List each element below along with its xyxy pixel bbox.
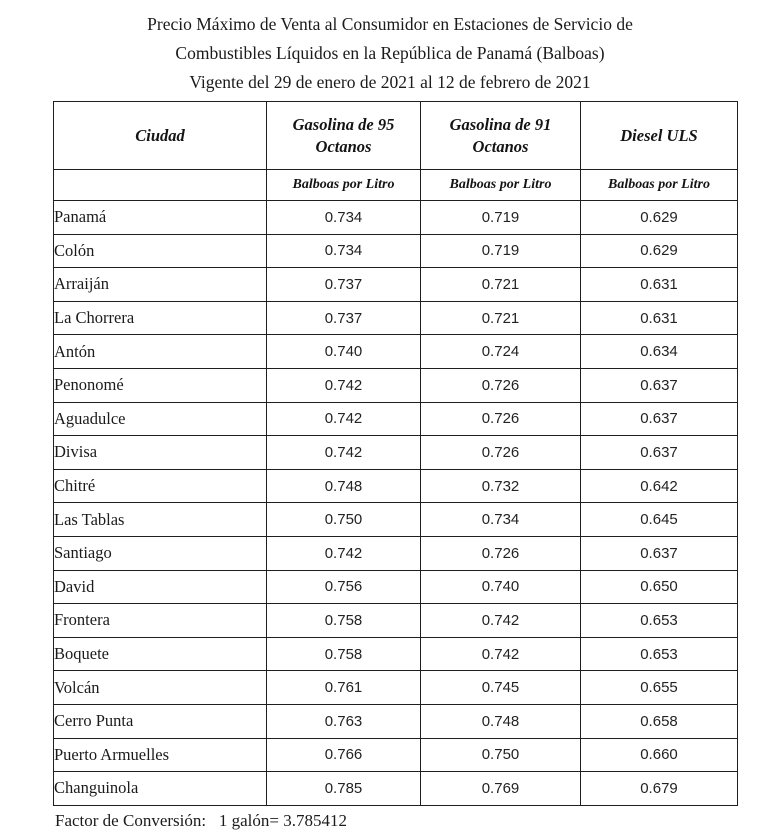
cell-city: Aguadulce — [54, 402, 267, 436]
cell-gas91: 0.750 — [421, 738, 581, 772]
table-row — [54, 637, 738, 671]
unit-header-gas91: Balboas por Litro — [421, 170, 581, 201]
cell-gas91: 0.740 — [421, 570, 581, 604]
cell-diesel: 0.658 — [581, 704, 738, 738]
cell-city: Antón — [54, 335, 267, 369]
conversion-factor-note — [55, 809, 780, 833]
cell-diesel: 0.660 — [581, 738, 738, 772]
cell-diesel: 0.679 — [581, 772, 738, 806]
table-row — [54, 469, 738, 503]
cell-diesel: 0.637 — [581, 402, 738, 436]
cell-diesel: 0.637 — [581, 436, 738, 470]
cell-city: La Chorrera — [54, 301, 267, 335]
cell-gas95: 0.750 — [267, 503, 421, 537]
cell-diesel: 0.653 — [581, 637, 738, 671]
table-row — [54, 234, 738, 268]
title-line-2: Combustibles Líquidos en la República de Panamá (Balboas) — [175, 43, 605, 63]
cell-gas91: 0.721 — [421, 268, 581, 302]
fuel-price-table — [53, 101, 738, 806]
table-row — [54, 301, 738, 335]
cell-gas91: 0.719 — [421, 201, 581, 235]
cell-gas91: 0.726 — [421, 402, 581, 436]
cell-diesel: 0.631 — [581, 268, 738, 302]
table-row — [54, 536, 738, 570]
cell-city: Volcán — [54, 671, 267, 705]
cell-gas91: 0.721 — [421, 301, 581, 335]
cell-diesel: 0.629 — [581, 201, 738, 235]
table-header-row-main — [54, 102, 738, 170]
cell-city: Divisa — [54, 436, 267, 470]
table-row — [54, 570, 738, 604]
cell-gas95: 0.742 — [267, 536, 421, 570]
column-header-diesel: Diesel ULS — [581, 102, 738, 170]
table-body — [54, 201, 738, 806]
table-row — [54, 738, 738, 772]
cell-gas95: 0.766 — [267, 738, 421, 772]
table-header-row-units — [54, 170, 738, 201]
price-table-container — [53, 101, 737, 806]
cell-diesel: 0.637 — [581, 536, 738, 570]
cell-gas95: 0.737 — [267, 268, 421, 302]
conversion-factor-label: Factor de Conversión: — [55, 810, 207, 830]
table-row — [54, 704, 738, 738]
table-row — [54, 503, 738, 537]
cell-diesel: 0.642 — [581, 469, 738, 503]
cell-city: Arraiján — [54, 268, 267, 302]
cell-diesel: 0.637 — [581, 368, 738, 402]
cell-gas95: 0.756 — [267, 570, 421, 604]
table-row — [54, 201, 738, 235]
cell-gas95: 0.761 — [267, 671, 421, 705]
title-line-3: Vigente del 29 de enero de 2021 al 12 de febrero de 2021 — [189, 72, 591, 92]
cell-gas95: 0.742 — [267, 368, 421, 402]
cell-city: Frontera — [54, 604, 267, 638]
cell-city: Penonomé — [54, 368, 267, 402]
cell-city: Chitré — [54, 469, 267, 503]
cell-gas91: 0.748 — [421, 704, 581, 738]
table-row — [54, 268, 738, 302]
cell-gas91: 0.726 — [421, 368, 581, 402]
column-header-gas95: Gasolina de 95 Octanos — [267, 102, 421, 170]
table-header — [54, 102, 738, 201]
cell-city: Boquete — [54, 637, 267, 671]
cell-diesel: 0.634 — [581, 335, 738, 369]
table-row — [54, 436, 738, 470]
document-title — [0, 0, 780, 97]
cell-city: Las Tablas — [54, 503, 267, 537]
cell-gas91: 0.724 — [421, 335, 581, 369]
table-row — [54, 604, 738, 638]
cell-gas95: 0.758 — [267, 637, 421, 671]
unit-header-city — [54, 170, 267, 201]
cell-gas95: 0.742 — [267, 436, 421, 470]
column-header-city: Ciudad — [54, 102, 267, 170]
cell-gas95: 0.734 — [267, 201, 421, 235]
cell-diesel: 0.645 — [581, 503, 738, 537]
cell-diesel: 0.655 — [581, 671, 738, 705]
cell-gas95: 0.740 — [267, 335, 421, 369]
cell-gas95: 0.763 — [267, 704, 421, 738]
cell-diesel: 0.629 — [581, 234, 738, 268]
unit-header-gas95: Balboas por Litro — [267, 170, 421, 201]
table-row — [54, 335, 738, 369]
cell-city: Cerro Punta — [54, 704, 267, 738]
cell-gas95: 0.737 — [267, 301, 421, 335]
cell-gas95: 0.785 — [267, 772, 421, 806]
cell-city: Colón — [54, 234, 267, 268]
cell-gas95: 0.758 — [267, 604, 421, 638]
cell-gas91: 0.726 — [421, 536, 581, 570]
cell-diesel: 0.653 — [581, 604, 738, 638]
table-row — [54, 671, 738, 705]
cell-city: Changuinola — [54, 772, 267, 806]
cell-gas91: 0.732 — [421, 469, 581, 503]
table-row — [54, 368, 738, 402]
cell-city: Panamá — [54, 201, 267, 235]
conversion-factor-value: 1 galón= 3.785412 — [218, 810, 347, 830]
cell-gas95: 0.734 — [267, 234, 421, 268]
unit-header-diesel: Balboas por Litro — [581, 170, 738, 201]
cell-gas91: 0.726 — [421, 436, 581, 470]
cell-gas91: 0.734 — [421, 503, 581, 537]
table-row — [54, 772, 738, 806]
table-row — [54, 402, 738, 436]
cell-diesel: 0.631 — [581, 301, 738, 335]
cell-gas91: 0.745 — [421, 671, 581, 705]
cell-gas95: 0.748 — [267, 469, 421, 503]
cell-gas95: 0.742 — [267, 402, 421, 436]
cell-diesel: 0.650 — [581, 570, 738, 604]
column-header-gas91: Gasolina de 91 Octanos — [421, 102, 581, 170]
cell-city: David — [54, 570, 267, 604]
cell-gas91: 0.742 — [421, 604, 581, 638]
cell-city: Santiago — [54, 536, 267, 570]
title-line-1: Precio Máximo de Venta al Consumidor en Estaciones de Servicio de — [147, 14, 633, 34]
cell-city: Puerto Armuelles — [54, 738, 267, 772]
cell-gas91: 0.769 — [421, 772, 581, 806]
cell-gas91: 0.742 — [421, 637, 581, 671]
cell-gas91: 0.719 — [421, 234, 581, 268]
